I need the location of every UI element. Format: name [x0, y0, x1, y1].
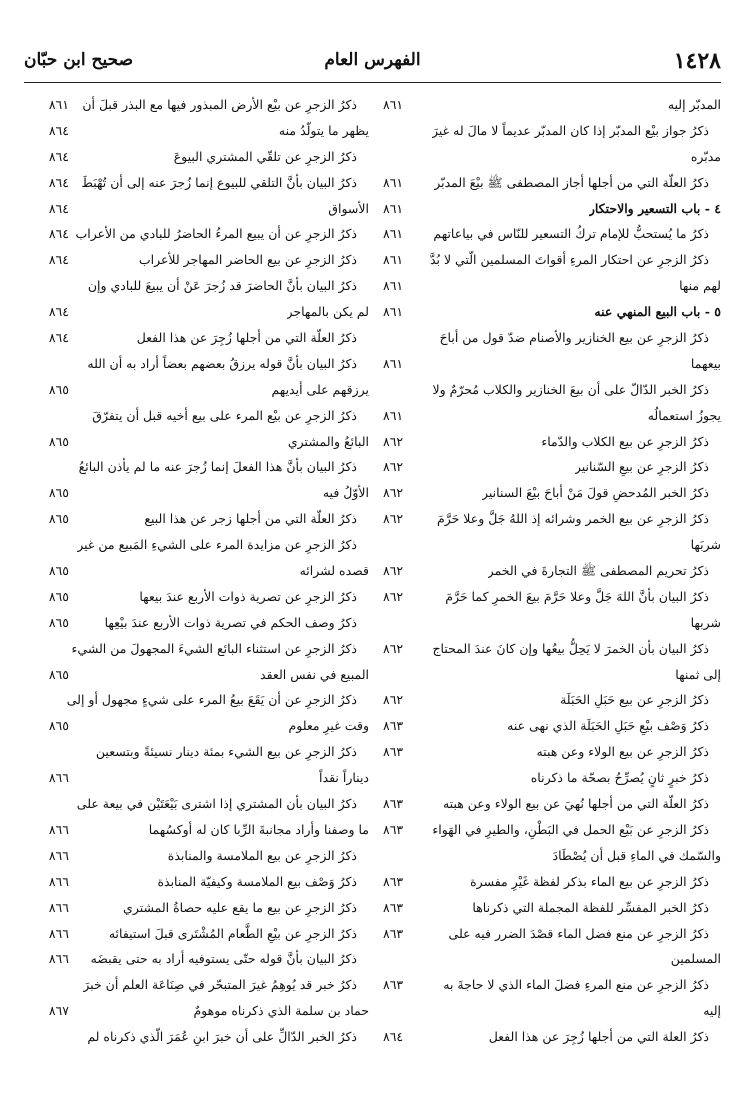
entry-text: ذكرُ جواز بيْع المدبّر إذا كان المدبّر عديماً لا مالَ له غيرَ — [431, 122, 709, 138]
book-title: صحيح ابن حبّان — [24, 50, 134, 70]
entry-text: ما وصفنا وأراد مجانبةَ الرِّبا كان له أوكسُهما — [148, 821, 369, 837]
index-entry — [24, 429, 369, 455]
entry-text: ذكرُ الخبر الدّالِّ على أن خبرَ ابنِ عُمَرَ الّذي ذكرناه لم — [87, 1029, 357, 1045]
entry-text: ديناراً نقداً — [319, 770, 369, 786]
entry-text: وقت غيرِ معلوم — [288, 718, 369, 734]
index-entry — [24, 299, 369, 325]
entry-page-number: ٨٦٥ — [48, 588, 69, 604]
entry-page-number: ٨٦٢ — [383, 459, 404, 475]
index-entry — [383, 921, 721, 947]
index-entry — [383, 895, 721, 921]
entry-text: ٤ - باب التسعير والاحتكار — [588, 200, 721, 216]
entry-text: ذكرُ الزجرِ عن بيع حَبَلِ الحَبَلَة — [560, 692, 709, 708]
entry-page-number: ٨٦١ — [48, 97, 69, 112]
entry-text: شربها — [690, 614, 721, 630]
entry-text: والسّمك في الماءِ قبل أن يُصْطَادَ — [552, 847, 721, 863]
index-entry — [24, 221, 369, 247]
entry-text: ذكرُ الخبر المُدحضِ قولَ مَنْ أباحَ بيْعَ السنانير — [482, 485, 709, 501]
index-entry — [24, 921, 369, 947]
entry-text: المبيع في نفس العقد — [260, 666, 369, 682]
index-entry — [24, 869, 369, 895]
entry-page-number: ٨٦٣ — [383, 925, 404, 941]
index-entry — [24, 532, 369, 558]
entry-page-number: ٨٦٦ — [48, 847, 69, 863]
entry-text: ذكرُ البيان بأنَّ قوله يرزقُ بعضهم بعضاً أراد به أن الله — [87, 355, 357, 371]
entry-text: إلى ثمنها — [675, 666, 721, 682]
index-entry — [383, 273, 721, 299]
entry-text: ذكرُ الزجرِ عن بيع الحاضر المهاجر للأعراب — [138, 252, 357, 268]
index-entry — [24, 843, 369, 869]
index-entry — [24, 610, 369, 636]
index-entry — [24, 196, 369, 222]
entry-page-number: ٨٦٤ — [48, 148, 69, 164]
entry-text: ذكرُ الخبر الدّالّ على أن بيعَ الخنازير والكلاب مُحرّمٌ ولا — [432, 381, 709, 397]
entry-text: حماد بن سلمة الذي ذكرناه موهومٌ — [193, 1003, 369, 1019]
entry-page-number: ٨٦١ — [383, 304, 404, 320]
entry-text: ذكرُ الخبر المفسِّر للفظة المجملة التي ذكرناها — [472, 899, 709, 915]
entry-page-number: ٨٦٤ — [48, 226, 69, 242]
index-entry — [24, 325, 369, 351]
entry-page-number: ٨٦١ — [383, 278, 404, 294]
entry-page-number: ٨٦٢ — [383, 563, 404, 579]
entry-page-number: ٨٦٥ — [48, 485, 69, 501]
entry-page-number: ٨٦٣ — [383, 899, 404, 915]
index-entry — [24, 273, 369, 299]
entry-text: ذكرُ البيان بأن الخمرَ لا يَحِلُّ بيعُها وإن كانَ عندَ المحتاج — [432, 640, 709, 656]
index-entry — [24, 713, 369, 739]
index-entry — [24, 739, 369, 765]
entry-text: ذكرُ ما يُستحبُّ للإمام تركُ التسعير للنّاس في بياعاتهم — [433, 226, 709, 242]
index-entry — [383, 843, 721, 869]
entry-page-number: ٨٦٢ — [383, 640, 404, 656]
entry-page-number: ٨٦٥ — [48, 614, 69, 630]
header-rule — [24, 82, 721, 83]
entry-page-number: ٨٦٢ — [383, 433, 404, 449]
entry-page-number: ٨٦٥ — [48, 666, 69, 682]
index-entry — [383, 429, 721, 455]
entry-text: ذكرُ الزجرِ عن استثناء البائع الشيءَ المجهولَ من الشيء — [71, 640, 357, 656]
index-entry — [383, 972, 721, 998]
index-entry — [383, 403, 721, 429]
entry-page-number: ٨٦٣ — [383, 821, 404, 837]
index-entry — [24, 351, 369, 377]
entry-text: ذكرُ الزجرِ عن بيع الشيء بمئة دينار نسيئةً وبتسعين — [95, 744, 357, 760]
index-entry — [383, 144, 721, 170]
index-entry — [383, 636, 721, 662]
entry-page-number: ٨٦٦ — [48, 925, 69, 941]
index-entry — [24, 480, 369, 506]
entry-text: شربَها — [690, 537, 721, 553]
entry-page-number: ٨٦١ — [383, 226, 404, 242]
entry-text: الأسواق — [328, 200, 369, 216]
running-title: الفهرس العام — [324, 50, 421, 70]
entry-text: ذكرُ الزجرِ عن بيْعِ الطَّعام المُشْتَرى قبلَ استيفائه — [108, 925, 357, 941]
index-entry — [24, 765, 369, 791]
entry-text: ذكرُ الزجرِ عن مزايدة المرء على الشيءِ المَبيع من غير — [77, 537, 357, 553]
entry-page-number: ٨٦١ — [383, 355, 404, 371]
index-entry — [24, 454, 369, 480]
entry-page-number: ٨٦١ — [383, 174, 404, 190]
entry-page-number: ٨٦٣ — [383, 718, 404, 734]
entry-text: ذكرُ الزجرِ عن أن يَقَعَ بيعُ المرء على شيءٍ مجهول أو إلى — [66, 692, 357, 708]
entry-page-number: ٨٦٤ — [48, 252, 69, 268]
entry-page-number: ٨٦٣ — [383, 873, 404, 889]
index-entry — [383, 377, 721, 403]
entry-text: لهم منها — [679, 278, 721, 294]
entry-text: ذكرُ العلّة التي من أجلها أجاز المصطفى ﷺ بيْعَ المدبّر — [434, 174, 709, 190]
entry-page-number: ٨٦٤ — [48, 174, 69, 190]
entry-text: ذكرُ الزجرِ عن تصرية ذوات الأربع عندَ بيعها — [139, 588, 357, 604]
index-entry — [24, 144, 369, 170]
entry-text: ذكرُ خبرٍ ثانٍ يُصرِّحُ بصحّة ما ذكرناه — [530, 770, 709, 786]
entry-page-number: ٨٦٤ — [48, 200, 69, 216]
entry-text: ذكرُ الزجرِ عن منع فضل الماء قصْدَ الضرر فيه على — [448, 925, 709, 941]
index-entry — [383, 454, 721, 480]
entry-text: ذكرُ العلّة التي من أجلها زُجِرَ عن هذا الفعل — [136, 330, 357, 346]
entry-page-number: ٨٦٥ — [48, 381, 69, 397]
entry-text: ذكرُ الزجرِ عن بيْع الأرض المبذور فيها مع البذر قبلَ أن — [82, 97, 357, 112]
entry-text: ذكرُ الزجرِ عن بيع الخمر وشرائه إذ اللهُ جَلَّ وعلا حَرَّمَ — [436, 511, 709, 527]
entry-text: ٥ - باب البيع المنهي عنه — [594, 304, 721, 320]
entry-text: ذكرُ العلّة التي من أجلها نُهيَ عن بيع الولاء وعن هبته — [442, 796, 709, 812]
entry-text: مدبّره — [690, 148, 721, 164]
entry-page-number: ٨٦٥ — [48, 718, 69, 734]
index-column-left — [24, 92, 369, 1092]
entry-text: ذكرُ البيان بأنَّ الحاضرَ قد زُجرَ عَنْ أن يبيعَ للبادي وإن — [87, 278, 357, 294]
entry-text: ذكرُ الزجرِ عن بيع الكلاب والدّماء — [541, 433, 709, 449]
entry-page-number: ٨٦٢ — [383, 588, 404, 604]
entry-page-number: ٨٦٤ — [48, 304, 69, 320]
entry-page-number: ٨٦٢ — [383, 511, 404, 527]
entry-page-number: ٨٦٥ — [48, 511, 69, 527]
entry-text: المدبّر إليه — [667, 97, 721, 112]
entry-page-number: ٨٦١ — [383, 97, 404, 112]
index-entry — [383, 584, 721, 610]
index-entry — [383, 713, 721, 739]
index-entry — [383, 118, 721, 144]
entry-text: ذكرُ الزجرِ عن منع المرءِ فضلَ الماء الذي لا حاجةَ به — [443, 977, 709, 993]
entry-text: ذكرُ العلة التي من أجلها زُجِرَ عن هذا الفعل — [488, 1029, 709, 1045]
entry-text: ذكرُ تحريم المصطفى ﷺ التجارةَ في الخمر — [487, 563, 709, 579]
entry-text: ذكرُ الزجرِ عن بيع الماء بذكر لفظة غَيْرِ مفسرة — [470, 873, 709, 889]
entry-text: ذكرُ الزجرِ عن بيْع المرء على بيع أخيه قبل أن يتفرّقَ — [92, 407, 357, 423]
index-entry — [24, 817, 369, 843]
entry-text: ذكرُ البيان بأنَّ قوله حتّى يستوفيه أراد به حتى يقبضَه — [90, 951, 357, 967]
index-column-right — [383, 92, 721, 1092]
index-entry — [383, 299, 721, 325]
index-entry — [383, 869, 721, 895]
index-entry — [383, 506, 721, 532]
index-entry — [383, 351, 721, 377]
entry-page-number: ٨٦٧ — [48, 1003, 69, 1019]
index-entry — [24, 791, 369, 817]
index-entry — [24, 687, 369, 713]
entry-text: لم يكن بالمهاجر — [286, 304, 369, 320]
index-entry — [24, 247, 369, 273]
entry-text: ذكرُ وَصْف بيْعِ حَبَلِ الحَبَلَة الذي نهى عنه — [507, 718, 709, 734]
index-entry — [24, 558, 369, 584]
entry-text: ذكرُ خبر قد يُوهِمُ غيرَ المتبحّر في صِنَاعَة العلم أن خبرَ — [83, 977, 357, 993]
index-entry — [24, 118, 369, 144]
entry-page-number: ٨٦٤ — [48, 122, 69, 138]
index-entry — [24, 403, 369, 429]
entry-page-number: ٨٦٦ — [48, 821, 69, 837]
entry-text: يجوزُ استعمالُه — [647, 407, 721, 423]
entry-text: ذكرُ الزجرِ عن بيع الملامسة والمنابذة — [167, 847, 357, 863]
entry-page-number: ٨٦٥ — [48, 433, 69, 449]
entry-page-number: ٨٦٤ — [48, 330, 69, 346]
entry-text: المسلمين — [670, 951, 721, 967]
index-entry — [24, 946, 369, 972]
entry-text: ذكرُ العلّة التي من أجلها زجر عن هذا البيع — [144, 511, 357, 527]
index-entry — [24, 1024, 369, 1050]
entry-text: ذكرُ وصف الحكم في تصرية ذوات الأربع عندَ بيْعِها — [104, 614, 357, 630]
entry-page-number: ٨٦٢ — [383, 485, 404, 501]
index-entry — [24, 972, 369, 998]
index-entry — [24, 636, 369, 662]
index-entry — [383, 765, 721, 791]
index-entry — [383, 791, 721, 817]
index-entry — [24, 170, 369, 196]
index-entry — [24, 92, 369, 118]
entry-text: ذكرُ وَصْف بيع الملامسة وكيفيّة المنابذة — [157, 873, 357, 889]
entry-page-number: ٨٦٥ — [48, 563, 69, 579]
index-entry — [383, 196, 721, 222]
entry-text: ذكرُ الزجرِ عن أن يبيع المرءُ الحاضرُ للبادي من الأعراب — [75, 226, 357, 242]
entry-page-number: ٨٦١ — [383, 407, 404, 423]
entry-page-number: ٨٦٦ — [48, 770, 69, 786]
index-entry — [383, 558, 721, 584]
entry-page-number: ٨٦٣ — [383, 744, 404, 760]
entry-text: ذكرُ الزجرِ عن بيعِ السّنانير — [574, 459, 709, 475]
page-number: ١٤٢٨ — [673, 48, 721, 74]
entry-text: ذكرُ الزجرِ عن بيع الخنازير والأصنام ضدّ قول من أباحَ — [439, 330, 709, 346]
entry-page-number: ٨٦٣ — [383, 796, 404, 812]
entry-page-number: ٨٦٦ — [48, 899, 69, 915]
index-entry — [383, 92, 721, 118]
index-entry — [383, 998, 721, 1024]
page-header — [24, 48, 721, 82]
entry-text: ذكرُ الزجرِ عن بيع الولاء وعن هبته — [536, 744, 709, 760]
index-entry — [24, 377, 369, 403]
index-entry — [24, 506, 369, 532]
entry-text: قصده لشرائه — [299, 563, 369, 579]
index-entry — [383, 325, 721, 351]
entry-text: الأوّلُ فيه — [322, 485, 369, 501]
entry-page-number: ٨٦٣ — [383, 977, 404, 993]
entry-text: يرزقهم على أيديهم — [271, 381, 369, 397]
entry-text: ذكرُ الزجرِ عن بَيْع الحمل في البَطْنِ، والطيرِ في الهَواء — [432, 821, 709, 837]
index-entry — [24, 998, 369, 1024]
index-entry — [383, 221, 721, 247]
index-entry — [383, 687, 721, 713]
entry-text: ذكرُ البيان بأنَّ اللهَ جَلَّ وعلا حَرَّمَ بيعَ الخمرِ كما حَرَّمَ — [445, 588, 709, 604]
index-entry — [383, 739, 721, 765]
entry-text: ذكرُ البيان بأن المشتري إذا اشترى بَيْعَتَيْن في بيعة على — [76, 796, 357, 812]
entry-text: البائعُ والمشتري — [287, 433, 369, 449]
index-entry — [383, 662, 721, 688]
entry-page-number: ٨٦١ — [383, 200, 404, 216]
index-entry — [24, 895, 369, 921]
entry-text: ذكرُ البيان بأنَّ التلقي للبيوع إنما زُجرَ عنه إلى أن تُهْبَطَ — [81, 174, 357, 190]
index-entry — [383, 170, 721, 196]
index-entry — [383, 946, 721, 972]
index-entry — [24, 662, 369, 688]
entry-page-number: ٨٦٢ — [383, 692, 404, 708]
index-entry — [383, 817, 721, 843]
entry-page-number: ٨٦١ — [383, 252, 404, 268]
index-entry — [383, 480, 721, 506]
entry-text: ذكرُ الزجرِ عن احتكار المرءِ أقواتَ المسلمين الّتي لا بُدَّ — [429, 252, 709, 268]
index-entry — [383, 1024, 721, 1050]
index-entry — [383, 532, 721, 558]
entry-text: ذكرُ الزجرِ عن بيع ما يقع عليه حصاةُ المشتري — [123, 899, 357, 915]
entry-page-number: ٨٦٤ — [383, 1029, 404, 1045]
entry-text: ذكرُ الزجرِ عن تلقّي المشتري البيوعَ — [173, 148, 357, 164]
index-entry — [383, 610, 721, 636]
entry-text: إليه — [703, 1003, 721, 1019]
entry-page-number: ٨٦٦ — [48, 951, 69, 967]
index-entry — [383, 247, 721, 273]
entry-text: ذكرُ البيان بأنَّ هذا الفعلَ إنما زُجرَ عنه ما لم يأذن البائعُ — [78, 459, 357, 475]
entry-page-number: ٨٦٦ — [48, 873, 69, 889]
entry-text: بيعهما — [690, 355, 721, 371]
entry-text: يظهر ما يتولّدُ منه — [278, 122, 369, 138]
index-entry — [24, 584, 369, 610]
